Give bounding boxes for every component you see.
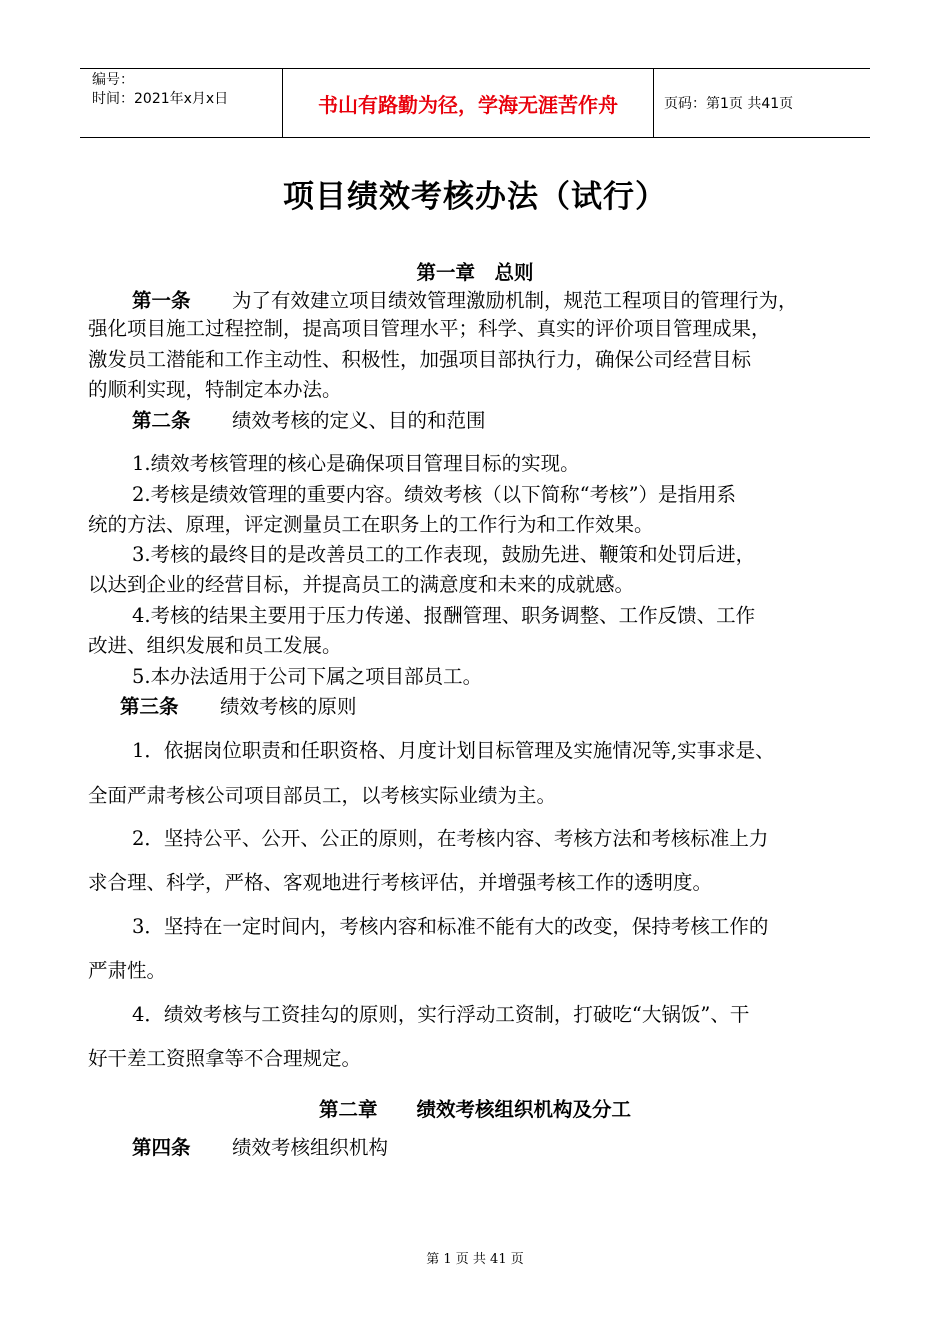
article-2-item-5: 5.本办法适用于公司下属之项目部员工。	[132, 665, 483, 688]
article-3-item-2-cont: 求合理、科学，严格、客观地进行考核评估，并增强考核工作的透明度。	[88, 871, 713, 894]
header-table	[80, 68, 870, 138]
article-2-item-2-cont: 统的方法、原理，评定测量员工在职务上的工作行为和工作效果。	[88, 513, 654, 536]
article-3-heading: 绩效考核的原则	[220, 695, 357, 718]
article-3-item-4-cont: 好干差工资照拿等不合理规定。	[88, 1047, 362, 1070]
chapter-1-title: 第一章 总则	[416, 261, 534, 284]
article-1-line-3: 激发员工潜能和工作主动性、积极性，加强项目部执行力，确保公司经营目标	[88, 348, 752, 371]
article-2-item-1: 1.绩效考核管理的核心是确保项目管理目标的实现。	[132, 452, 580, 475]
article-2-item-4: 4.考核的结果主要用于压力传递、报酬管理、职务调整、工作反馈、工作	[132, 604, 756, 627]
document-title: 项目绩效考核办法（试行）	[283, 179, 667, 215]
article-3-item-1-cont: 全面严肃考核公司项目部员工，以考核实际业绩为主。	[88, 784, 557, 807]
article-2-heading: 绩效考核的定义、目的和范围	[232, 409, 486, 432]
article-2-label: 第二条	[132, 409, 191, 432]
article-1-line-1: 为了有效建立项目绩效管理激励机制，规范工程项目的管理行为，	[232, 289, 798, 312]
article-2-item-2: 2.考核是绩效管理的重要内容。绩效考核（以下简称“考核”）是指用系	[132, 483, 737, 506]
article-3-item-4: 4．绩效考核与工资挂勾的原则，实行浮动工资制，打破吃“大锅饭”、干	[132, 1003, 750, 1026]
article-3-label: 第三条	[120, 695, 179, 718]
article-3-item-3: 3．坚持在一定时间内，考核内容和标准不能有大的改变，保持考核工作的	[132, 915, 769, 938]
document-date: 时间：2021年x月x日	[92, 91, 229, 107]
chapter-2-title: 第二章 绩效考核组织机构及分工	[318, 1098, 631, 1121]
header-motto: 书山有路勤为径，学海无涯苦作舟	[282, 69, 654, 137]
article-1-label: 第一条	[132, 289, 191, 312]
page-footer: 第 1 页 共 41 页	[426, 1252, 524, 1267]
article-3-item-2: 2．坚持公平、公开、公正的原则，在考核内容、考核方法和考核标准上力	[132, 827, 769, 850]
article-2-item-3-cont: 以达到企业的经营目标，并提高员工的满意度和未来的成就感。	[88, 573, 635, 596]
article-1-line-4: 的顺利实现，特制定本办法。	[88, 378, 342, 401]
article-4-heading: 绩效考核组织机构	[232, 1136, 389, 1159]
document-number-label: 编号：	[92, 72, 134, 88]
article-3-item-1: 1．依据岗位职责和任职资格、月度计划目标管理及实施情况等,实事求是、	[132, 739, 775, 762]
article-2-item-3: 3.考核的最终目的是改善员工的工作表现，鼓励先进、鞭策和处罚后进，	[132, 543, 756, 566]
article-1-line-2: 强化项目施工过程控制，提高项目管理水平；科学、真实的评价项目管理成果，	[88, 317, 771, 340]
article-4-label: 第四条	[132, 1136, 191, 1159]
header-page-info: 页码：第1页 共41页	[664, 96, 794, 112]
article-2-item-4-cont: 改进、组织发展和员工发展。	[88, 634, 342, 657]
article-3-item-3-cont: 严肃性。	[88, 959, 167, 982]
header-meta-cell	[80, 69, 282, 137]
